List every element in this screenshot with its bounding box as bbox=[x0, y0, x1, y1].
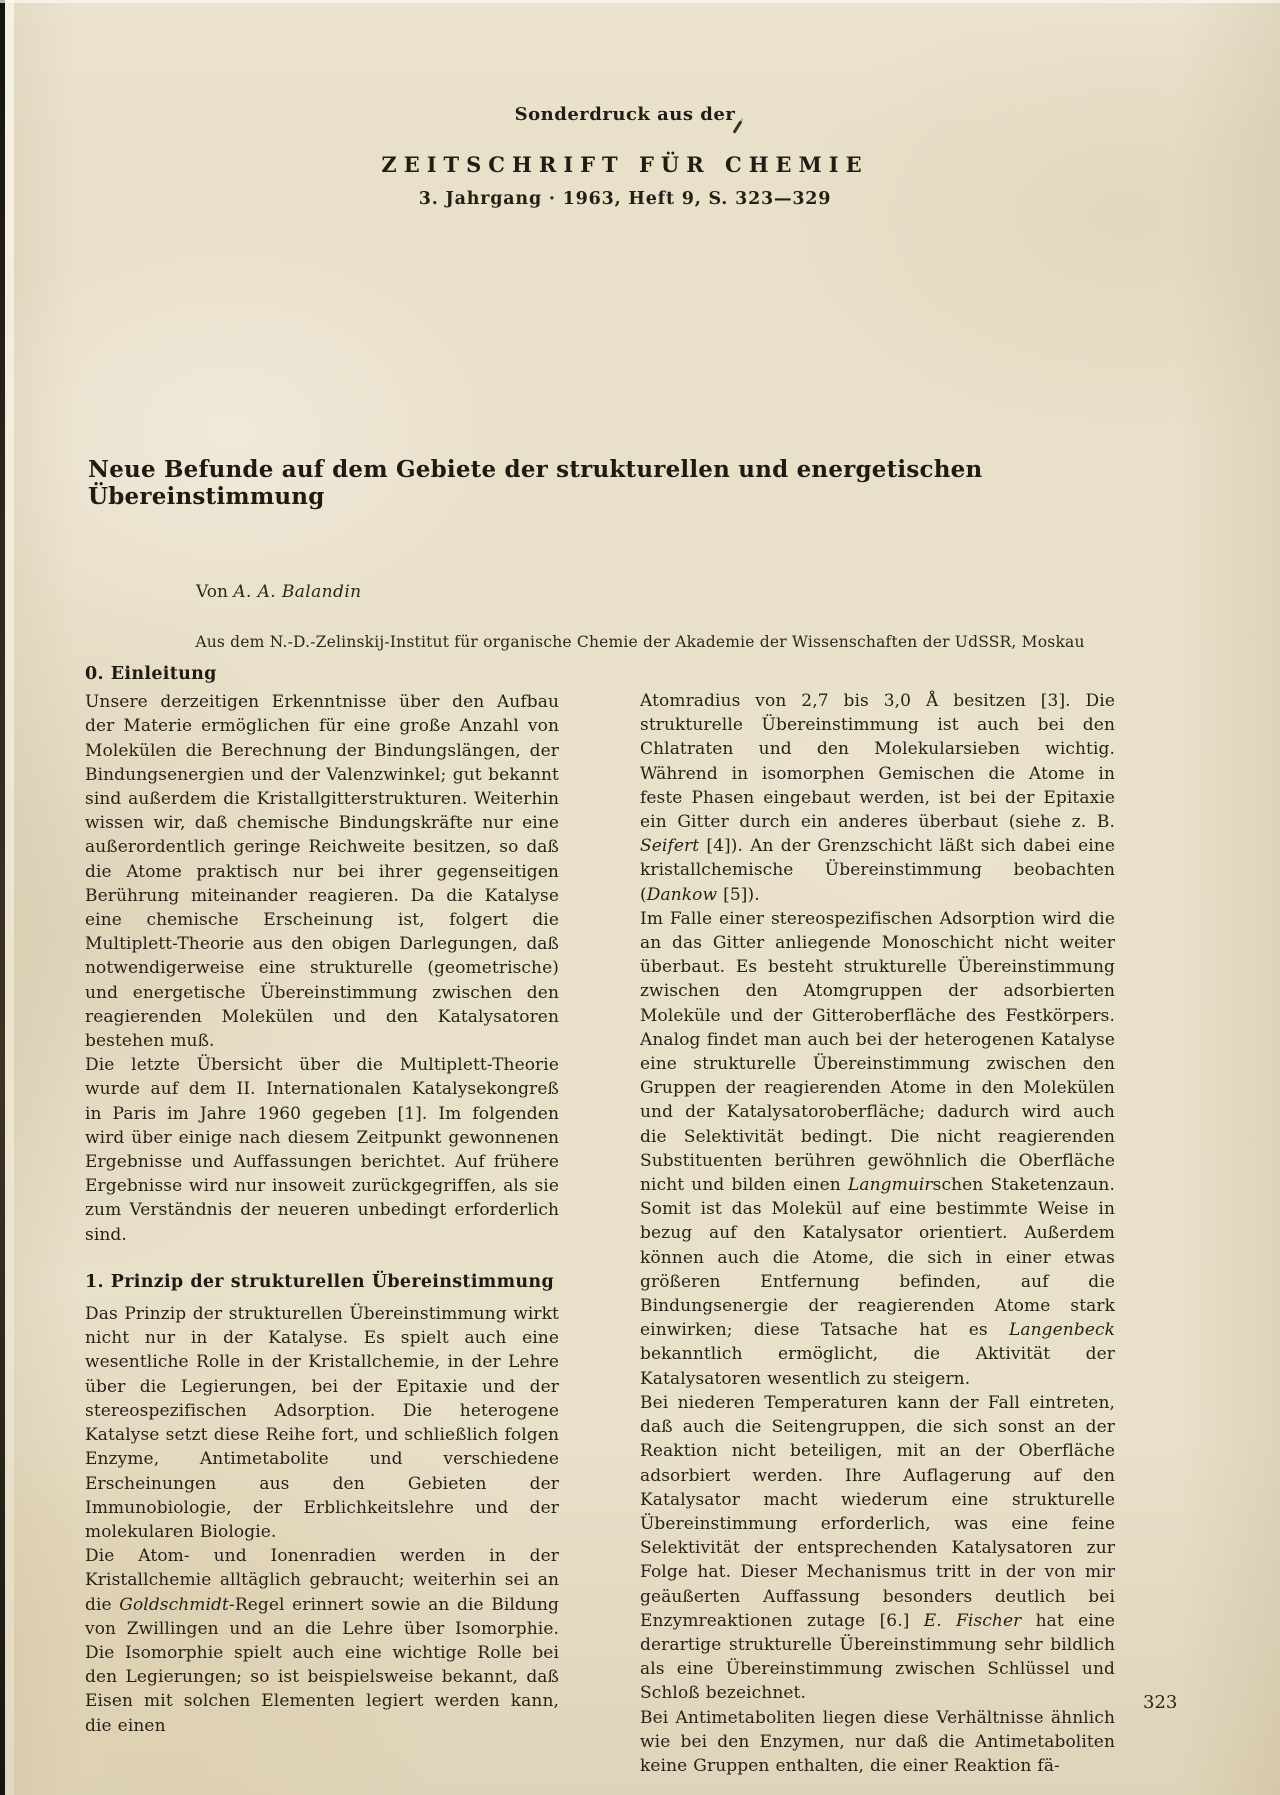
section-heading: 0. Einleitung bbox=[85, 664, 217, 684]
text-column-right bbox=[640, 662, 1115, 1778]
paragraph bbox=[640, 1391, 1115, 1706]
text-run: [4]). An der Grenzschicht läßt sich dabei eine kristallchemische Übereinstimmung beobachten ( bbox=[640, 836, 1115, 905]
text-run: -Regel erinnert sowie an die Bildung von Zwillingen und an die Lehre über Isomorphie. Die Isomorphie spielt auch eine wichtige Rolle bei den Legierungen; so ist beispielsweise bekannt, daß Eisen mit solchen Elementen legiert werden kann, die einen bbox=[85, 1594, 559, 1736]
section-heading: 1. Prinzip der strukturellen Übereinstimmung bbox=[85, 1271, 554, 1292]
emphasized-name: Langenbeck bbox=[1008, 1320, 1115, 1341]
text-column-left bbox=[85, 662, 559, 1738]
journal-name: ZEITSCHRIFT FÜR CHEMIE bbox=[381, 152, 869, 177]
emphasized-name: Seifert bbox=[640, 836, 700, 857]
text-run: Die Atom- und Ionenradien werden in der Kristallchemie alltäglich gebraucht; weiterhin sei an die bbox=[85, 1546, 559, 1615]
paragraph bbox=[85, 1053, 559, 1247]
affiliation-line: Aus dem N.-D.-Zelinskij-Institut für organische Chemie der Akademie der Wissenschaften der UdSSR, Moskau bbox=[195, 633, 1085, 651]
text-run: [5]). bbox=[717, 884, 760, 905]
emphasized-name: Goldschmidt bbox=[119, 1594, 229, 1615]
emphasized-name: E. Fischer bbox=[923, 1610, 1022, 1631]
scan-edge-top bbox=[0, 0, 1280, 3]
text-run: Die letzte Übersicht über die Multiplett-Theorie wurde auf dem II. Internationalen Katalysekongreß in Paris im Jahre 1960 gegeben [1]. Im folgenden wird über einige nach diesem Zeitpunkt gewonnenen Ergebnisse und Auffassungen berichtet. Auf frühere Ergebnisse wird nur insoweit zurückgegriffen, als sie zum Verständnis der neueren unbedingt erforderlich sind. bbox=[85, 1055, 559, 1245]
text-run: schen Staketenzaun. Somit ist das Molekül auf eine bestimmte Weise in bezug auf den Katalysator orientiert. Außerdem können auch die Atome, die sich in einer etwas größeren Entfernung befinden, auf die Bindungsenergie der reagierenden Atome stark einwirken; diese Tatsache hat es bbox=[640, 1175, 1115, 1341]
text-run: Bei Antimetaboliten liegen diese Verhältnisse ähnlich wie bei den Enzymen, nur daß die Antimetaboliten keine Gruppen enthalten, die einer Reaktion fä- bbox=[640, 1707, 1115, 1776]
emphasized-name: Dankow bbox=[646, 884, 718, 905]
scan-edge-highlight bbox=[5, 0, 14, 1795]
text-run: Bei niederen Temperaturen kann der Fall eintreten, daß auch die Seitengruppen, die sich sonst an der Reaktion nicht beteiligen, mit an der Oberfläche adsorbiert werden. Ihre Auflagerung auf den Katalysator macht wiederum eine strukturelle Übereinstimmung erforderlich, was eine feine Selektivität der entsprechenden Katalysatoren zur Folge hat. Dieser Mechanismus tritt in der von mir geäußerten Auffassung besonders deutlich bei Enzymreaktionen zutage [6.] bbox=[640, 1392, 1115, 1631]
byline-prefix: Von bbox=[196, 582, 234, 602]
paragraph bbox=[85, 1544, 559, 1738]
text-run: Atomradius von 2,7 bis 3,0 Å besitzen [3]. Die strukturelle Übereinstimmung ist auch bei den Chlatraten und den Molekularsieben wichtig. Während in isomorphen Gemischen die Atome in feste Phasen eingebaut werden, ist bei der Epitaxie ein Gitter durch ein anderes überbaut (siehe z. B. bbox=[640, 691, 1115, 833]
text-run: hat eine derartige strukturelle Übereinstimmung sehr bildlich als eine Übereinstimmung zwischen Schlüssel und Schloß bezeichnet. bbox=[640, 1610, 1115, 1704]
paragraph bbox=[640, 907, 1115, 1391]
article-title: Neue Befunde auf dem Gebiete der strukturellen und energetischen Übereinstimmung bbox=[88, 456, 983, 510]
page-number: 323 bbox=[1143, 1692, 1178, 1713]
paragraph bbox=[85, 1302, 559, 1544]
text-run: Im Falle einer stereospezifischen Adsorption wird die an das Gitter anliegende Monoschicht nicht weiter überbaut. Es besteht strukturelle Übereinstimmung zwischen den Atomgruppen der adsorbierten Moleküle und der Gitteroberfläche des Festkörpers. Analog findet man auch bei der heterogenen Katalyse eine strukturelle Übereinstimmung zwischen den Gruppen der reagierenden Atome in den Molekülen und der Katalysatoroberfläche; dadurch wird auch die Selektivität bedingt. Die nicht reagierenden Substituenten berühren gewöhnlich die Oberfläche nicht und bilden einen bbox=[640, 908, 1115, 1196]
paragraph bbox=[85, 690, 559, 1053]
text-run: Das Prinzip der strukturellen Übereinstimmung wirkt nicht nur in der Katalyse. Es spielt auch eine wesentliche Rolle in der Kristallchemie, in der Lehre über die Legierungen, bei der Epitaxie und der stereospezifischen Adsorption. Die heterogene Katalyse setzt diese Reihe fort, und schließlich folgen Enzyme, Antimetabolite und verschiedene Erscheinungen aus den Gebieten der Immunobiologie, der Erblichkeitslehre und der molekularen Biologie. bbox=[85, 1304, 559, 1542]
emphasized-name: Langmuir bbox=[847, 1175, 933, 1196]
text-run: Unsere derzeitigen Erkenntnisse über den Aufbau der Materie ermöglichen für eine große Anzahl von Molekülen die Berechnung der Bindungslängen, der Bindungsenergien und der Valenzwinkel; gut bekannt sind außerdem die Kristallgitterstrukturen. Weiterhin wissen wir, daß chemische Bindungskräfte nur eine außerordentlich geringe Reichweite besitzen, so daß die Atome praktisch nur bei ihrer gegenseitigen Berührung miteinander reagieren. Da die Katalyse eine chemische Erscheinung ist, folgert die Multiplett-Theorie aus den obigen Darlegungen, daß notwendigerweise eine strukturelle (geometrische) und energetische Übereinstimmung zwischen den reagierenden Molekülen und den Katalysatoren bestehen muß. bbox=[85, 692, 559, 1052]
author-name: A. A. Balandin bbox=[233, 582, 362, 602]
journal-masthead bbox=[0, 104, 1250, 209]
issue-info: 3. Jahrgang · 1963, Heft 9, S. 323—329 bbox=[418, 189, 832, 209]
byline bbox=[196, 582, 362, 602]
reprint-note: Sonderdruck aus der bbox=[514, 104, 736, 125]
paragraph bbox=[640, 1706, 1115, 1779]
text-run: bekanntlich ermöglicht, die Aktivität der Katalysatoren wesentlich zu steigern. bbox=[640, 1344, 1115, 1389]
paragraph bbox=[640, 689, 1115, 907]
